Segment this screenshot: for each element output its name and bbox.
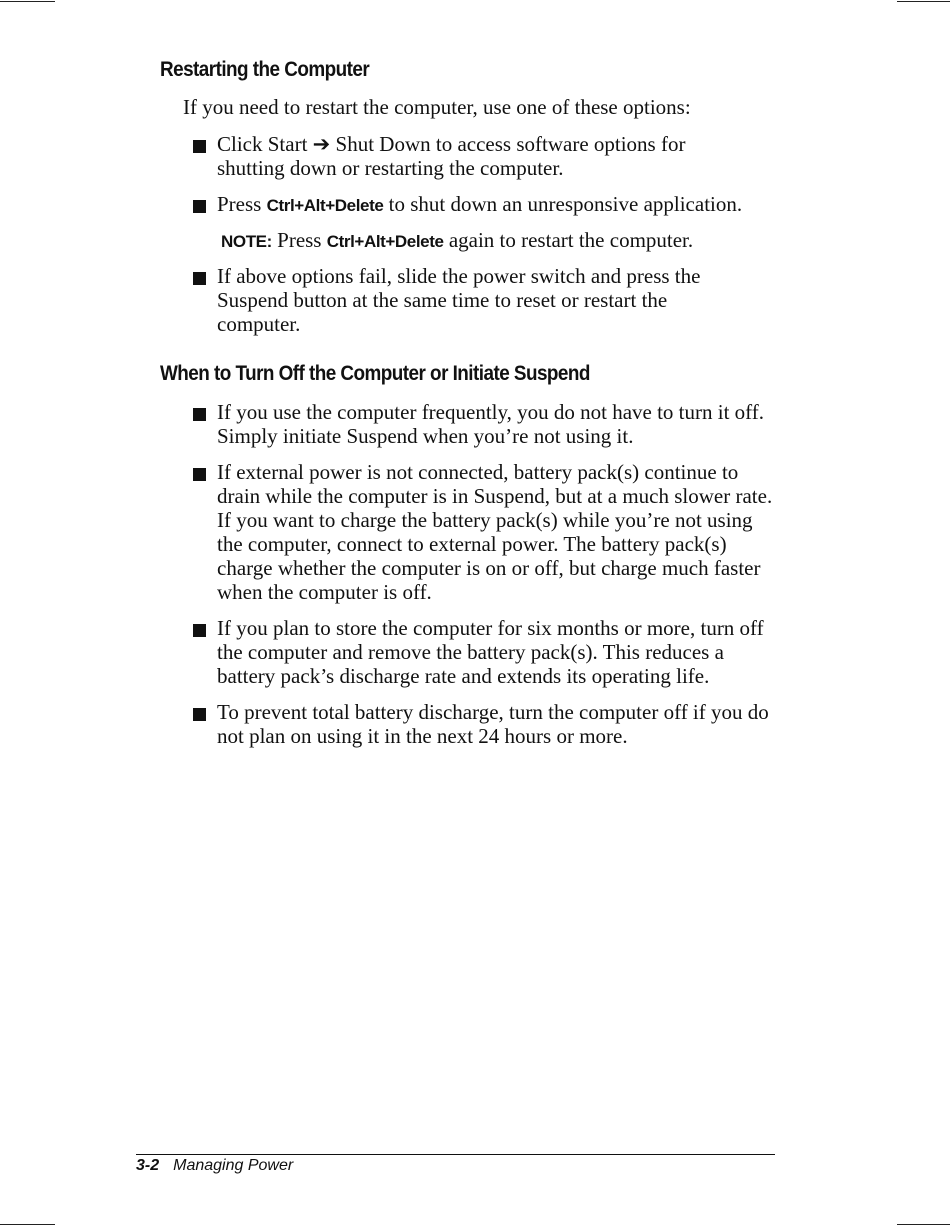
bullet-square-icon	[193, 272, 206, 285]
note-text: Press	[271, 228, 327, 252]
page-number: 3-2	[136, 1157, 160, 1174]
bullet-square-icon	[193, 624, 206, 637]
bullet-square-icon	[193, 468, 206, 481]
section-heading-restarting: Restarting the Computer	[160, 58, 370, 81]
item-text: to shut down an unresponsive application.	[383, 192, 743, 216]
crop-mark-bottom-right	[897, 1224, 950, 1225]
list-item-power-switch: If above options fail, slide the power switch and press the Suspend button at the same time to reset or restart the computer.	[217, 264, 701, 336]
list-item: If you use the computer frequently, you do not have to turn it off. Simply initiate Suspend when you’re not using it.	[217, 400, 765, 448]
item-text: Press	[217, 192, 267, 216]
list-item: If external power is not connected, battery pack(s) continue to drain while the computer is in Suspend, but at a much slower rate. If you want to charge the battery pack(s) while you’re not using the computer, connect to external power. The battery pack(s) charge whether the computer is on or off, but charge much faster when the computer is off.	[217, 460, 773, 604]
page-footer	[136, 1157, 293, 1175]
note-label: NOTE:	[221, 232, 272, 251]
bullet-square-icon	[193, 200, 206, 213]
list-item: If you plan to store the computer for six months or more, turn off the computer and remove the battery pack(s). This reduces a battery pack’s discharge rate and extends its operating life.	[217, 616, 764, 688]
item-text: Shut Down to access software options for shutting down or restarting the computer.	[217, 132, 686, 180]
bullet-square-icon	[193, 140, 206, 153]
note-text: again to restart the computer.	[443, 228, 694, 252]
intro-paragraph: If you need to restart the computer, use one of these options:	[183, 95, 691, 119]
bullet-square-icon	[193, 708, 206, 721]
key-combination: Ctrl+Alt+Delete	[266, 196, 384, 215]
item-text: Click Start	[217, 132, 313, 156]
crop-mark-top-right	[897, 1, 950, 2]
chapter-title: Managing Power	[173, 1157, 294, 1174]
bullet-square-icon	[193, 408, 206, 421]
list-item: To prevent total battery discharge, turn the computer off if you do not plan on using it in the next 24 hours or more.	[217, 700, 769, 748]
key-combination: Ctrl+Alt+Delete	[326, 232, 444, 251]
right-arrow-icon: ➔	[312, 132, 331, 156]
crop-mark-bottom-left	[0, 1224, 55, 1225]
footer-rule	[136, 1154, 775, 1155]
list-item-press-ctrl-alt-delete	[217, 192, 797, 218]
list-item-click-start	[217, 132, 737, 180]
section-heading-turn-off: When to Turn Off the Computer or Initiate Suspend	[160, 362, 590, 385]
note-paragraph	[221, 228, 693, 254]
crop-mark-top-left	[0, 1, 55, 2]
